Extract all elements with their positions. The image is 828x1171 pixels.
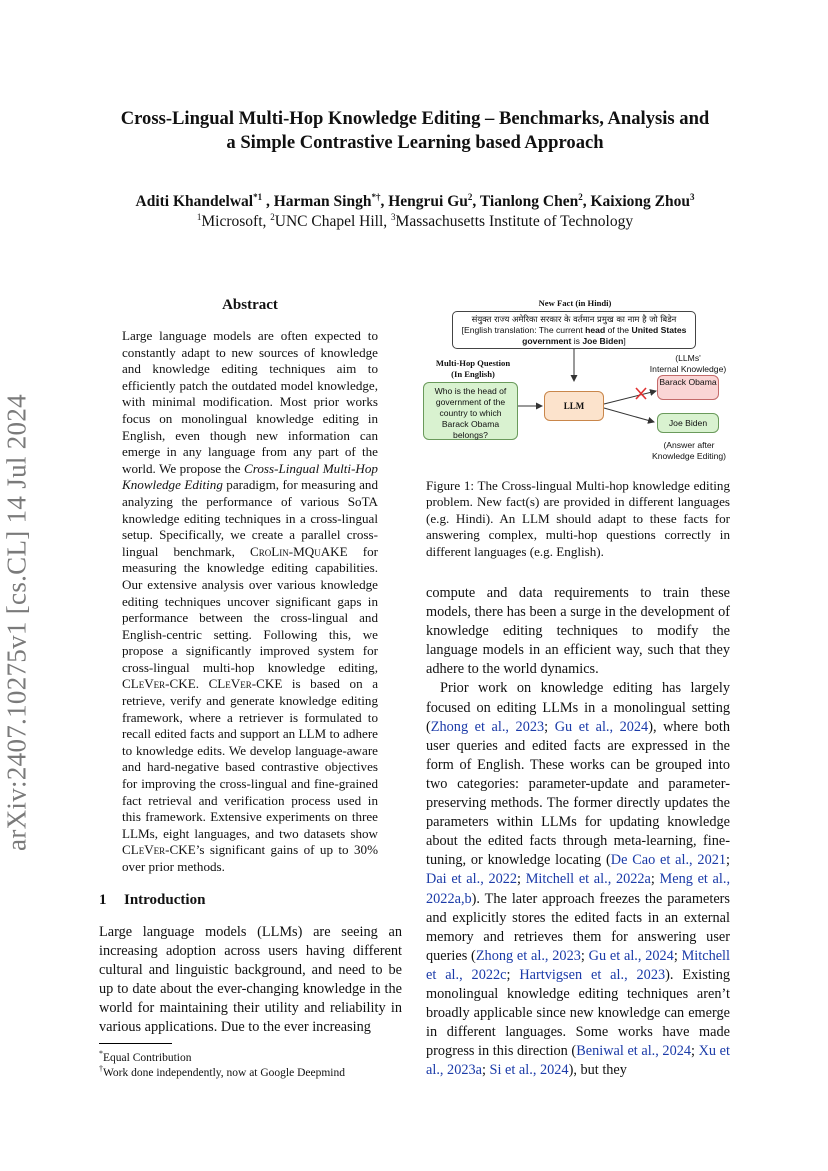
author-mark: *† bbox=[371, 192, 381, 202]
internal-knowledge-label: (LLMs' Internal Knowledge) bbox=[649, 353, 727, 374]
abstract-text: ’s significant gains of up to 30% over prior methods. bbox=[122, 842, 378, 874]
right-column-body bbox=[426, 584, 730, 1080]
arrow-llm-to-old bbox=[604, 391, 656, 404]
new-fact-box bbox=[452, 311, 696, 349]
citation-link[interactable]: Zhong et al., 2023 bbox=[475, 947, 581, 964]
citation-link[interactable]: Si et al., 2024 bbox=[489, 1062, 569, 1079]
affil-name: UNC Chapel Hill bbox=[274, 213, 384, 231]
citation-link[interactable]: Mitchell et al., 2022c bbox=[426, 947, 731, 983]
arrow-llm-to-new bbox=[604, 408, 654, 422]
author-name: Harman Singh bbox=[273, 193, 372, 211]
affiliations: $^1$Microsoft, $^2$UNC Chapel Hill, $^3$Massachusetts Institute of Technology bbox=[196, 212, 634, 231]
affil-name: Microsoft bbox=[201, 213, 263, 231]
english-translation: [English translation: The current head of the United States government is Joe Biden] bbox=[461, 325, 687, 346]
citation-link[interactable]: Zhong et al., 2023 bbox=[430, 718, 545, 735]
arxiv-identifier: arXiv:2407.10275v1 [cs.CL] 14 Jul 2024 bbox=[1, 394, 32, 851]
abstract-text: is based on a retrieve, verify and generate knowledge editing framework, where a retriever is formulated to recall edited facts and support an LLM to adhere to knowledge edits. We develop language-aware and hard-negative based contrastive objectives for improving the cross-lingual and fine-grained fact retrieval and verification process used in this framework. Extensive experiments on three LLMs, eight languages, and two datasets show bbox=[122, 676, 379, 841]
citation-link[interactable]: Beniwal et al., 2024 bbox=[576, 1043, 692, 1060]
author-name: Aditi Khandelwal bbox=[135, 193, 254, 211]
figure-caption: Figure 1: The Cross-lingual Multi-hop knowledge editing problem. New fact(s) are provided in different languages (e.g. Hindi). An LLM should adapt to these facts for answering complex, multi-hop questions correctly in different languages (e.g. English). bbox=[426, 478, 730, 559]
title-line-1: Cross-Lingual Multi-Hop Knowledge Editing – Benchmarks, Analysis and bbox=[120, 108, 710, 129]
citation-link[interactable]: Hartvigsen et al., 2023 bbox=[519, 966, 666, 983]
section-number: 1 bbox=[99, 892, 107, 908]
footnote-rule bbox=[99, 1043, 172, 1044]
footnote-text: Work done independently, now at Google Deepmind bbox=[103, 1066, 346, 1079]
abstract-body bbox=[122, 328, 378, 876]
author-mark: 2 bbox=[578, 192, 583, 202]
citation-link[interactable]: Mitchell et al., 2022a bbox=[525, 871, 651, 888]
title-line-2: a Simple Contrastive Learning based Approach bbox=[226, 132, 604, 153]
system-name: CLeVer-CKE bbox=[208, 676, 283, 692]
affil-mark: 1 bbox=[196, 212, 202, 222]
citation-link[interactable]: Gu et al., 2024 bbox=[554, 718, 649, 735]
author-name: Tianlong Chen bbox=[479, 193, 579, 211]
benchmark-name: CroLin-MQuAKE bbox=[250, 543, 348, 559]
hindi-fact: संयुक्त राज्य अमेरिका सरकार के वर्तमान प्रमुख का नाम है जो बिडेन bbox=[471, 314, 677, 324]
system-name: CLeVer-CKE bbox=[122, 676, 196, 692]
introduction-body bbox=[99, 923, 402, 1038]
llm-box: LLM bbox=[544, 391, 604, 421]
figure-1 bbox=[420, 295, 736, 465]
footnote-mark: * bbox=[99, 1049, 103, 1058]
abstract-text: . bbox=[195, 676, 209, 692]
after-edit-label: (Answer after Knowledge Editing) bbox=[651, 440, 727, 461]
author-name: Kaixiong Zhou bbox=[590, 193, 690, 211]
question-box: Who is the head of government of the country to which Barack Obama belongs? bbox=[423, 382, 518, 440]
footnote-mark: † bbox=[99, 1064, 103, 1073]
abstract-text: Large language models are often expected to constantly adapt to new sources of knowledge and knowledge editing techniques aim to efficiently patch the outdated model knowledge, with minimal modification. Most prior works focus on monolingual knowledge editing in English, even though new information can emerge in any language from any part of the world. We propose the bbox=[122, 328, 378, 476]
paragraph: Prior work on knowledge editing has largely focused on editing LLMs in a monolingual setting (Zhong et al., 2023; Gu et al., 2024), where both user queries and edited facts are expressed in the form of English. These works can be grouped into two categories: parameter-update and parameter-preserving methods. The former directly updates the parameters within LLMs for updating knowledge about the edited facts through meta-learning, fine-tuning, or knowledge locating (De Cao et al., 2021; Dai et al., 2022; Mitchell et al., 2022a; Meng et al., 2022a,b). The later approach freezes the parameters and explicitly stores the edited facts in an external memory and retrieves them for answering user queries (Zhong et al., 2023; Gu et al., 2024; Mitchell et al., 2022c; Hartvigsen et al., 2023). Existing monolingual knowledge editing techniques aren’t broadly applicable since new knowledge can emerge in different languages. Some works have made progress in this direction (Beniwal et al., 2024; Xu et al., 2023a; Si et al., 2024), but they bbox=[426, 680, 731, 1079]
new-answer-box: Joe Biden bbox=[657, 413, 719, 433]
section-heading-introduction bbox=[99, 892, 205, 909]
citation-link[interactable]: Dai et al., 2022 bbox=[426, 871, 518, 888]
citation-link[interactable]: Gu et al., 2024 bbox=[588, 947, 674, 964]
section-title: Introduction bbox=[124, 892, 206, 908]
author-mark: *1 bbox=[253, 192, 263, 202]
author-mark: 2 bbox=[467, 192, 473, 202]
author-mark: 3 bbox=[689, 192, 695, 202]
old-answer-box: Barack Obama bbox=[657, 375, 719, 400]
abstract-text: paradigm, for measuring and analyzing the performance of various SoTA knowledge editing techniques in a cross-lingual setup. Specifically, we create a parallel cross-lingual benchmark, bbox=[122, 477, 378, 559]
system-name: CLeVer-CKE bbox=[122, 842, 196, 858]
abstract-heading: Abstract bbox=[222, 297, 278, 313]
affil-mark: 3 bbox=[391, 212, 396, 222]
citation-link[interactable]: Meng et al., 2022a,b bbox=[426, 871, 731, 907]
question-label: Multi-Hop Question (In English) bbox=[435, 358, 511, 379]
abstract-text: for measuring the knowledge editing capabilities. Our extensive analysis over various knowledge editing techniques uncover significant gaps in performance between the cross-lingual and English-centric setting. Following this, we propose a significantly improved system for cross-lingual multi-hop knowledge editing, bbox=[122, 543, 378, 675]
paragraph: Large language models (LLMs) are seeing an increasing adoption across users having different cultural and linguistic background, and need to be up to date about the ever-changing knowledge in the world for maintaining their utility and reliability in various applications. Due to the ever increasing bbox=[99, 924, 402, 1036]
citation-link[interactable]: De Cao et al., 2021 bbox=[610, 852, 727, 869]
affil-name: Massachusetts Institute of Technology bbox=[395, 213, 634, 231]
paragraph: compute and data requirements to train these models, there has been a surge in the development of knowledge editing techniques to modify the language models in an efficient way, such that they adhere to the world dynamics. bbox=[426, 585, 730, 678]
citation-link[interactable]: Xu et al., 2023a bbox=[426, 1043, 731, 1079]
footnote bbox=[99, 1062, 402, 1080]
abstract-emphasis: Cross-Lingual Multi-Hop Knowledge Editing bbox=[122, 460, 378, 493]
author-list: Aditi Khandelwal$^{*1}$ , Harman Singh*†, Hengrui Gu$^2$, Tianlong Chen$^2$, Kaixiong Zhou$^3$ bbox=[135, 192, 695, 211]
affil-mark: 2 bbox=[270, 212, 275, 222]
footnote-text: Equal Contribution bbox=[103, 1051, 192, 1064]
new-fact-label: New Fact (in Hindi) bbox=[538, 298, 612, 308]
author-name: Hengrui Gu bbox=[388, 193, 468, 211]
paper-title bbox=[70, 107, 760, 155]
